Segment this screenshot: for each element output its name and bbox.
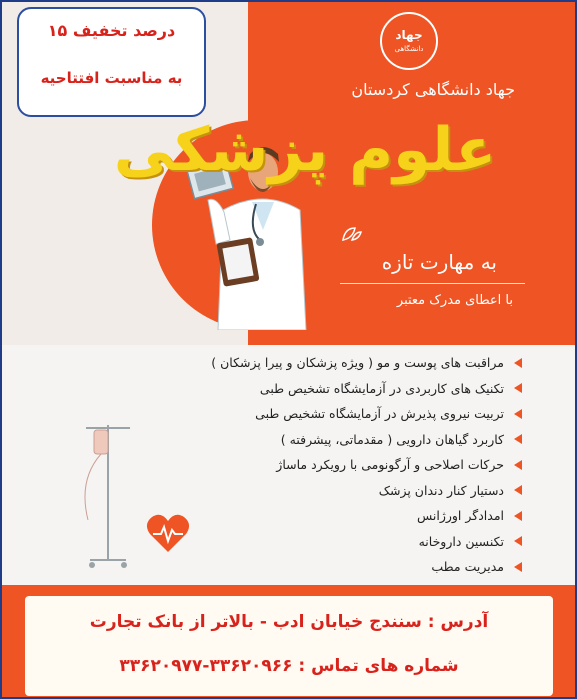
logo-subtitle: دانشگاهی xyxy=(394,45,424,53)
list-item xyxy=(122,401,522,427)
bullet-icon xyxy=(514,383,522,393)
main-title: علوم پزشکی xyxy=(113,115,497,185)
discount-occasion: به مناسبت افتتاحیه xyxy=(40,69,183,87)
iv-stand-icon xyxy=(68,420,148,580)
list-item xyxy=(122,350,522,376)
list-item xyxy=(122,554,522,580)
bullet-icon xyxy=(514,511,522,521)
bullet-icon xyxy=(514,460,522,470)
certificate-tagline: با اعطای مدرک معتبر xyxy=(396,293,513,308)
bullet-icon xyxy=(514,358,522,368)
bullet-icon xyxy=(514,409,522,419)
course-label: دستیار کنار دندان پزشک xyxy=(378,482,504,498)
leaf-icon xyxy=(341,226,363,242)
organization-name: جهاد دانشگاهی کردستان xyxy=(351,80,515,99)
bullet-icon xyxy=(514,434,522,444)
course-label: تکنیک های کاربردی در آزمایشگاه تشخیص طبی xyxy=(259,380,504,396)
course-label: مراقبت های پوست و مو ( ویژه پزشکان و پیرا پزشکان ) xyxy=(211,355,504,371)
discount-amount: ۱۵ درصد تخفیف xyxy=(47,21,176,40)
course-label: کاربرد گیاهان دارویی ( مقدماتی، پیشرفته ) xyxy=(280,431,504,447)
heart-pulse-icon xyxy=(145,512,191,554)
logo-title: جهاد xyxy=(395,28,423,42)
course-label: تکنسین داروخانه xyxy=(418,533,504,549)
course-label: تربیت نیروی پذیرش در آزمایشگاه تشخیص طبی xyxy=(255,406,504,422)
course-label: حرکات اصلاحی و آرگونومی با رویکرد ماساژ xyxy=(276,457,504,473)
phone-numbers: شماره های تماس : ۳۳۶۲۰۹۶۶-۳۳۶۲۰۹۷۷ xyxy=(119,656,459,676)
bullet-icon xyxy=(514,562,522,572)
bullet-icon xyxy=(514,536,522,546)
list-item xyxy=(122,427,522,453)
contact-box xyxy=(25,596,553,696)
list-item xyxy=(122,452,522,478)
divider-line xyxy=(340,283,525,284)
course-label: امدادگر اورژانس xyxy=(416,508,504,524)
subtitle: به مهارت تازه xyxy=(381,250,497,274)
list-item xyxy=(122,376,522,402)
jahad-logo xyxy=(380,12,438,70)
bullet-icon xyxy=(514,485,522,495)
course-label: مدیریت مطب xyxy=(431,559,504,575)
list-item xyxy=(122,478,522,504)
address: آدرس : سنندج خیابان ادب - بالاتر از بانک تجارت xyxy=(89,612,489,632)
discount-badge xyxy=(17,7,206,117)
